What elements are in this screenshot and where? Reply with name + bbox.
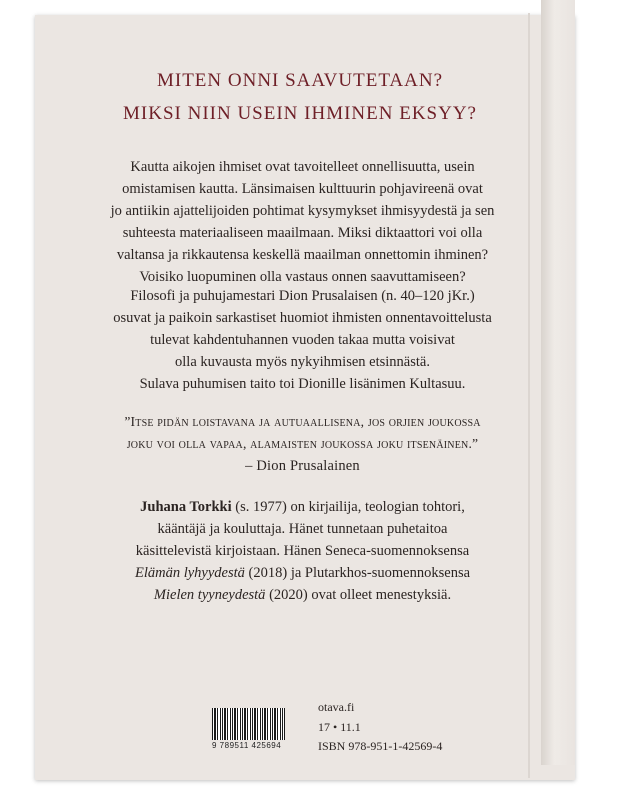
book-title: Mielen tyyneydestä <box>153 587 266 603</box>
about-line: olla kuvausta myös nykyihmisen etsinnästä. <box>175 354 430 370</box>
bio-line <box>60 584 545 606</box>
book-spine-fold <box>541 0 575 765</box>
intro-line: Kautta aikojen ihmiset ovat tavoitelleet onnellisuutta, usein <box>130 159 475 175</box>
headline-line-1: MITEN ONNI SAAVUTETAAN? <box>156 70 444 91</box>
bio-line: kääntäjä ja kouluttaja. Hänet tunnetaan puhetaitoa <box>157 521 448 537</box>
about-line: Sulava puhumisen taito toi Dionille lisänimen Kultasuu. <box>139 376 466 392</box>
intro-line: jo antiikin ajattelijoiden pohtimat kysymykset ihmisyydestä ja sen <box>110 203 495 219</box>
about-paragraph <box>60 285 545 395</box>
isbn: ISBN 978-951-1-42569-4 <box>318 739 443 753</box>
quote-block <box>60 411 545 477</box>
publisher-site: otava.fi <box>318 700 355 714</box>
intro-line: valtansa ja rikkautensa keskellä maailman onnettomin ihminen? <box>116 247 489 263</box>
about-line: Filosofi ja puhujamestari Dion Prusalaisen (n. 40–120 jKr.) <box>130 288 475 304</box>
bio-line <box>60 496 545 518</box>
quote-line: ”Itse pidän loistavana ja autuaallisena, jos orjien joukossa <box>124 414 481 429</box>
bio-line: käsittelevistä kirjoistaan. Hänen Seneca-suomennoksensa <box>135 543 470 559</box>
author-bio <box>60 496 545 606</box>
bio-text: (2018) ja Plutarkhos-suomennoksensa <box>244 565 471 581</box>
quote-attribution: – Dion Prusalainen <box>245 458 360 474</box>
intro-paragraph <box>60 156 545 288</box>
intro-line: omistamisen kautta. Länsimaisen kulttuurin pohjavireenä ovat <box>122 181 483 197</box>
about-line: tulevat kahdentuhannen vuoden takaa mutta voisivat <box>150 332 455 348</box>
publisher-code: 17 • 11.1 <box>318 720 361 734</box>
barcode-bars <box>212 708 285 740</box>
intro-line: suhteesta materiaaliseen maailmaan. Miksi diktaattori voi olla <box>122 225 483 241</box>
quote-line: joku voi olla vapaa, alamaisten joukossa joku itsenäinen.” <box>126 436 479 451</box>
bio-line <box>60 562 545 584</box>
about-line: osuvat ja paikoin sarkastiset huomiot ihmisten onnentavoittelusta <box>113 310 492 326</box>
intro-line: Voisiko luopuminen olla vastaus onnen saavuttamiseen? <box>139 269 466 285</box>
barcode-number: 9 789511 425694 <box>212 741 282 750</box>
book-back-cover <box>35 15 575 780</box>
author-name: Juhana Torkki <box>140 499 232 515</box>
headline-line-2: MIKSI NIIN USEIN IHMINEN EKSYY? <box>123 103 477 124</box>
bio-text: (s. 1977) on kirjailija, teologian tohtori, <box>231 499 465 515</box>
bio-text: (2020) ovat olleet menestyksiä. <box>265 587 452 603</box>
cover-edge <box>528 13 530 778</box>
book-title: Elämän lyhyydestä <box>134 565 245 581</box>
barcode <box>212 708 285 752</box>
